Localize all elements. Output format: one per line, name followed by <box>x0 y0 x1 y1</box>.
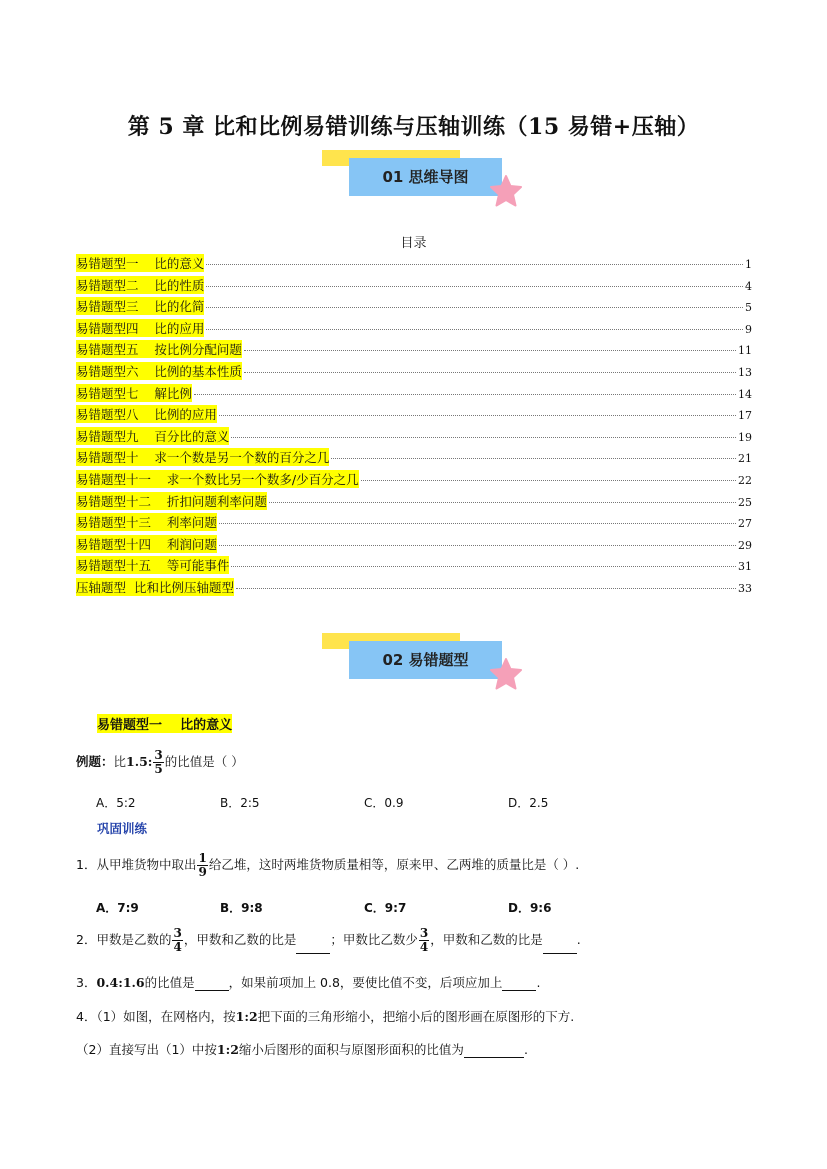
q1-pre: 1．从甲堆货物中取出 <box>76 857 197 872</box>
toc-item-label[interactable]: 易错题型十四 利润问题 <box>76 536 217 552</box>
toc-item[interactable] <box>76 513 752 535</box>
example-post: 的比值是（ ） <box>164 754 244 769</box>
q1-post: 给乙堆，这时两堆货物质量相等，原来甲、乙两堆的质量比是（ ）. <box>208 857 580 872</box>
q4-ratio: 1:2 <box>235 1009 258 1024</box>
toc-item-page: 4 <box>745 279 752 293</box>
toc-item-page: 9 <box>745 322 752 336</box>
toc-item-page: 27 <box>738 517 752 531</box>
star-icon <box>489 174 523 208</box>
option-a[interactable]: A．7:9 <box>96 901 139 915</box>
fraction <box>197 852 207 879</box>
toc-dots <box>231 566 736 567</box>
toc-item-label[interactable]: 易错题型七 解比例 <box>76 385 192 401</box>
banner-label: 02 易错题型 <box>382 651 469 669</box>
fraction <box>153 749 163 776</box>
fraction-denominator: 4 <box>173 940 182 954</box>
toc-item-page: 1 <box>745 258 752 271</box>
toc-dots <box>206 307 743 308</box>
toc-item-label[interactable]: 易错题型二 比的性质 <box>76 277 205 293</box>
answer-blank[interactable] <box>296 953 330 954</box>
toc-dots <box>206 264 743 265</box>
toc-dots <box>269 502 736 503</box>
toc-item-page: 29 <box>738 538 752 552</box>
toc-item-page: 17 <box>738 409 752 423</box>
question-4-part-2 <box>76 1040 528 1058</box>
toc-item[interactable] <box>76 470 752 492</box>
toc-item-page: 31 <box>738 560 752 574</box>
toc-item-label[interactable]: 易错题型十二 折扣问题利率问题 <box>76 493 267 509</box>
q4-line1-pre: 4．（1）如图，在网格内，按 <box>76 1009 236 1024</box>
star-icon <box>489 657 523 691</box>
q3-mid2: ，如果前项加上 0.8，要使比值不变，后项应加上 <box>228 975 503 990</box>
fraction-denominator: 5 <box>154 762 163 776</box>
toc-dots <box>231 437 736 438</box>
q4-line2-post: 缩小后图形的面积与原图形面积的比值为 <box>238 1042 464 1057</box>
question-1 <box>76 852 579 879</box>
question-4-part-1 <box>76 1007 574 1025</box>
toc-dots <box>194 394 736 395</box>
fraction-denominator: 4 <box>419 940 429 954</box>
q3-end: . <box>536 975 541 990</box>
toc-item-label[interactable]: 易错题型十三 利率问题 <box>76 515 217 531</box>
q2-mid2: ；甲数比乙数少 <box>330 932 418 947</box>
option-d[interactable]: D．9:6 <box>508 901 552 915</box>
toc-item-page: 14 <box>738 387 752 401</box>
toc-item[interactable] <box>76 535 752 557</box>
toc-item-page: 5 <box>745 301 752 315</box>
section-title: 易错题型一 比的意义 <box>97 714 232 733</box>
section-banner-mindmap <box>322 150 522 210</box>
toc-dots <box>361 480 736 481</box>
fraction <box>419 927 429 954</box>
option-b[interactable]: B．2:5 <box>220 796 260 810</box>
question-3 <box>76 973 540 991</box>
toc-item-label[interactable]: 易错题型十五 等可能事件 <box>76 558 230 574</box>
q4-line2-ratio: 1:2 <box>216 1042 239 1057</box>
toc-dots <box>219 523 736 524</box>
option-c[interactable]: C．9:7 <box>364 901 407 915</box>
toc-dots <box>219 545 736 546</box>
toc-item-label[interactable]: 易错题型三 比的化简 <box>76 299 205 315</box>
toc-item-label[interactable]: 易错题型六 比例的基本性质 <box>76 363 242 379</box>
toc-dots <box>236 588 736 589</box>
q4-end: . <box>523 1042 528 1057</box>
option-d[interactable]: D．2.5 <box>508 796 549 810</box>
toc-item-label[interactable]: 易错题型八 比例的应用 <box>76 407 217 423</box>
question-2 <box>76 927 581 954</box>
toc-item-label[interactable]: 易错题型一 比的意义 <box>76 256 205 271</box>
q3-ratio: 0.4:1.6 <box>96 975 145 990</box>
page-title: 第 5 章 比和比例易错训练与压轴训练（15 易错+压轴） <box>127 114 700 140</box>
fraction-numerator: 3 <box>419 926 429 940</box>
option-c[interactable]: C．0.9 <box>364 796 404 810</box>
toc-item[interactable] <box>76 448 752 470</box>
section-banner-errors <box>322 633 522 693</box>
answer-blank[interactable] <box>502 990 536 991</box>
fraction <box>172 927 182 954</box>
toc-dots <box>331 458 736 459</box>
toc-item[interactable] <box>76 297 752 319</box>
answer-blank[interactable] <box>195 990 229 991</box>
q3-pre: 3． <box>76 975 97 990</box>
example-label: 例题： <box>76 754 114 769</box>
toc-item[interactable] <box>76 492 752 514</box>
toc-item-page: 33 <box>738 581 752 595</box>
fraction-numerator: 3 <box>154 748 163 762</box>
fraction-numerator: 3 <box>173 926 182 940</box>
practice-label: 巩固训练 <box>97 821 148 836</box>
toc-item-label[interactable]: 易错题型十一 求一个数比另一个数多/少百分之几 <box>76 471 359 487</box>
toc-item-label[interactable]: 易错题型四 比的应用 <box>76 320 205 336</box>
fraction-numerator: 1 <box>198 851 207 865</box>
q4-line2-pre: （2）直接写出（1）中按 <box>76 1042 217 1057</box>
toc-dots <box>206 286 743 287</box>
toc-item-page: 25 <box>738 495 752 509</box>
q2-mid3: ，甲数和乙数的比是 <box>430 932 543 947</box>
toc-item-page: 22 <box>738 473 752 487</box>
toc-item[interactable] <box>76 276 752 298</box>
fraction-denominator: 9 <box>198 865 207 879</box>
q4-line1-post: 把下面的三角形缩小，把缩小后的图形画在原图形的下方. <box>257 1009 575 1024</box>
example-ratio: 1.5: <box>126 754 153 769</box>
toc-dots <box>244 350 736 351</box>
option-b[interactable]: B．9:8 <box>220 901 263 915</box>
toc-item[interactable] <box>76 578 752 600</box>
toc-item-label[interactable]: 压轴题型 比和比例压轴题型 <box>76 579 234 595</box>
toc-item-page: 13 <box>738 365 752 379</box>
toc-item-page: 11 <box>738 344 752 358</box>
answer-blank[interactable] <box>464 1057 524 1058</box>
q2-end: . <box>576 932 581 947</box>
answer-blank[interactable] <box>543 953 577 954</box>
toc-heading: 目录 <box>400 236 427 251</box>
toc-item-page: 19 <box>738 430 752 444</box>
toc-dots <box>206 329 743 330</box>
toc-item[interactable] <box>76 362 752 384</box>
toc-dots <box>219 415 736 416</box>
option-a[interactable]: A．5:2 <box>96 796 136 810</box>
toc-item-page: 21 <box>738 452 752 466</box>
example-question <box>76 749 244 776</box>
banner-label: 01 思维导图 <box>382 168 469 186</box>
q2-pre: 2．甲数是乙数的 <box>76 932 172 947</box>
example-pre: 比 <box>113 754 127 769</box>
toc-item[interactable] <box>76 405 752 427</box>
toc-item[interactable] <box>76 254 752 276</box>
toc-item[interactable] <box>76 340 752 362</box>
q3-mid1: 的比值是 <box>144 975 195 990</box>
toc-item-label[interactable]: 易错题型九 百分比的意义 <box>76 428 230 444</box>
toc-item-label[interactable]: 易错题型十 求一个数是另一个数的百分之几 <box>76 450 330 466</box>
toc-item[interactable] <box>76 427 752 449</box>
toc-item[interactable] <box>76 384 752 406</box>
toc-dots <box>244 372 736 373</box>
table-of-contents <box>76 254 752 600</box>
toc-item[interactable] <box>76 319 752 341</box>
toc-item[interactable] <box>76 556 752 578</box>
q2-mid1: ，甲数和乙数的比是 <box>183 932 297 947</box>
toc-item-label[interactable]: 易错题型五 按比例分配问题 <box>76 342 242 358</box>
